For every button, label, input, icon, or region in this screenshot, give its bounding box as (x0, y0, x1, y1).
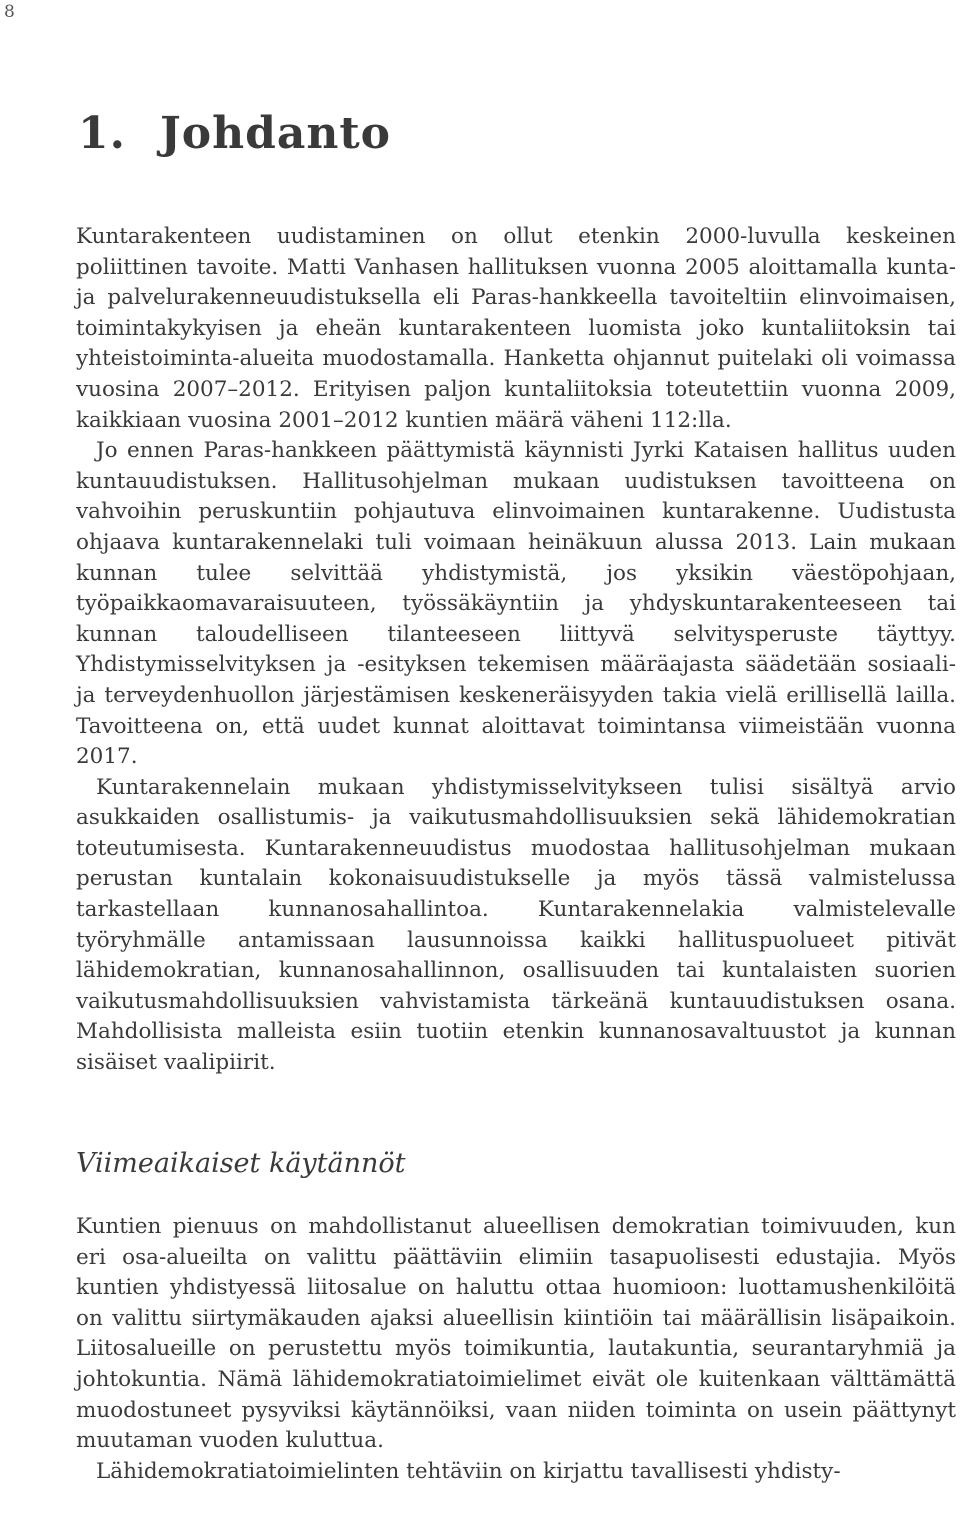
paragraph: Kuntarakennelain mukaan yhdistymisselvitykseen tulisi sisältyä arvio asukkaiden osallistumis- ja vaikutusmahdollisuuksien sekä lähidemokratian toteutumisesta. Kuntarakenneuudistus muodostaa hallitusohjelman mukaan perustan kuntalain kokonaisuudistukselle ja myös tässä valmistelussa tarkastellaan kunnanosahallintoa. Kuntarakennelakia valmistelevalle työryhmälle antamissaan lausunnoissa kaikki hallituspuolueet pitivät lähidemokratian, kunnanosahallinnon, osallisuuden tai kuntalaisten suorien vaikutusmahdollisuuksien vahvistamista tärkeänä kuntauudistuksen osana. Mahdollisista malleista esiin tuotiin etenkin kunnanosavaltuustot ja kunnan sisäiset vaalipiirit. (76, 774, 956, 1076)
paragraph: Jo ennen Paras-hankkeen päättymistä käynnisti Jyrki Kataisen hallitus uuden kuntauudistuksen. Hallitusohjelman mukaan uudistuksen tavoitteena on vahvoihin peruskuntiin pohjautuva elinvoimainen kuntarakenne. Uudistusta ohjaava kuntarakennelaki tuli voimaan heinäkuun alussa 2013. Lain mukaan kunnan tulee selvittää yhdistymistä, jos yksikin väestöpohjaan, työpaikkaomavaraisuuteen, työssäkäyntiin ja yhdyskuntarakenteeseen tai kunnan taloudelliseen tilanteeseen liittyvä selvitysperuste täyttyy. Yhdistymisselvityksen ja -esityksen tekemisen määräajasta säädetään sosiaali- ja terveydenhuollon järjestämisen keskeneräisyyden takia vielä erillisellä lailla. Tavoitteena on, että uudet kunnat aloittavat toimintansa viimeistään vuonna 2017. (76, 438, 956, 770)
chapter-title (78, 108, 391, 159)
page-number: 8 (4, 2, 15, 22)
section-2-body (76, 1212, 956, 1487)
chapter-title-text: Johdanto (159, 108, 392, 159)
paragraph: Lähidemokratiatoimielinten tehtäviin on kirjattu tavallisesti yhdisty- (96, 1458, 841, 1484)
paragraph: Kuntien pienuus on mahdollistanut alueellisen demokratian toimivuuden, kun eri osa-alueilta on valittu päättäviin elimiin tasapuolisesti edustajia. Myös kuntien yhdistyessä liitosalue on haluttu ottaa huomioon: luottamushenkilöitä on valittu siirtymäkauden ajaksi alueellisin kiintiöin tai määrällisin lisäpaikoin. Liitosalueille on perustettu myös toimikuntia, lautakuntia, seurantaryhmiä ja johtokuntia. Nämä lähidemokratiatoimielimet eivät ole kuitenkaan välttämättä muodostuneet pysyviksi käytännöiksi, vaan niiden toiminta on usein päättynyt muutaman vuoden kuluttua. (76, 1214, 956, 1454)
section-1-body (76, 222, 956, 1079)
chapter-number: 1. (78, 108, 126, 159)
paragraph: Kuntarakenteen uudistaminen on ollut etenkin 2000-luvulla keskeinen poliittinen tavoite. Matti Vanhasen hallituksen vuonna 2005 aloittamalla kunta- ja palvelurakenneuudistuksella eli Paras-hankkeella tavoiteltiin elinvoimaisen, toimintakykyisen ja eheän kuntarakenteen luomista joko kuntaliitoksin tai yhteistoiminta-alueita muodostamalla. Hanketta ohjannut puitelaki oli voimassa vuosina 2007–2012. Erityisen paljon kuntaliitoksia toteutettiin vuonna 2009, kaikkiaan vuosina 2001–2012 kuntien määrä väheni 112:lla. (76, 224, 956, 433)
section-heading: Viimeaikaiset käytännöt (76, 1148, 406, 1179)
